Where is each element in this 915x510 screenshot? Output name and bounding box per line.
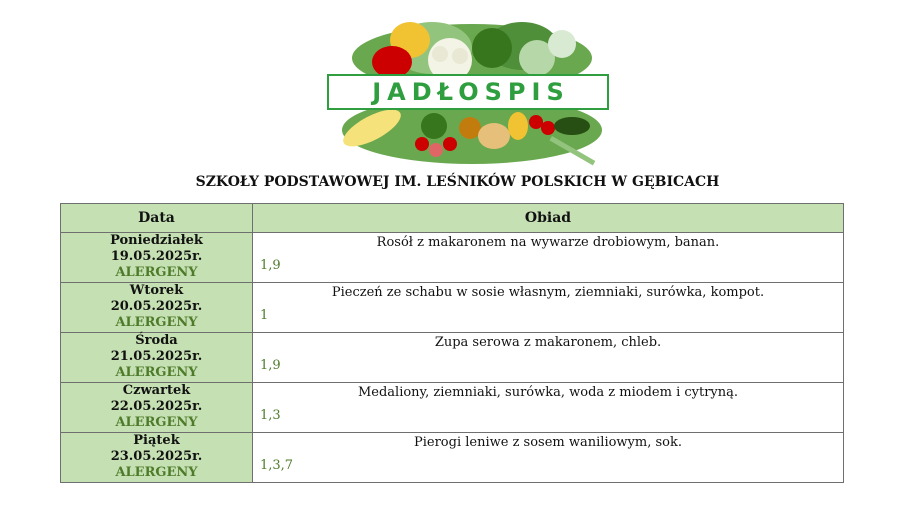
allergen-codes: 1,3 (260, 408, 281, 423)
date-cell (61, 383, 253, 433)
date-value: 19.05.2025r. (110, 249, 203, 264)
title-banner (327, 74, 609, 110)
table-row (61, 333, 844, 383)
meal-description: Zupa serowa z makaronem, chleb. (434, 335, 662, 350)
meal-cell (253, 233, 844, 283)
allergen-codes: 1 (260, 308, 269, 323)
allergen-label: ALERGENY (115, 265, 198, 280)
date-cell (61, 433, 253, 483)
allergen-label: ALERGENY (115, 315, 198, 330)
table-row (61, 433, 844, 483)
meal-cell (253, 333, 844, 383)
school-name: SZKOŁY PODSTAWOWEJ IM. LEŚNIKÓW POLSKICH W GĘBICACH (195, 174, 720, 190)
date-value: 22.05.2025r. (110, 399, 203, 414)
table-row (61, 283, 844, 333)
vegetables-header-image (322, 18, 626, 168)
table-row (61, 383, 844, 433)
meal-description: Rosół z makaronem na wywarze drobiowym, banan. (376, 235, 720, 250)
column-header-date: Data (61, 204, 253, 233)
allergen-label: ALERGENY (115, 415, 198, 430)
date-value: 20.05.2025r. (110, 299, 203, 314)
allergen-label: ALERGENY (115, 365, 198, 380)
allergen-codes: 1,3,7 (260, 458, 294, 473)
date-cell (61, 283, 253, 333)
allergen-codes: 1,9 (260, 258, 281, 273)
banner-title: JADŁOSPIS (372, 78, 570, 106)
date-cell (61, 233, 253, 283)
date-cell (61, 333, 253, 383)
day-name: Wtorek (129, 283, 184, 298)
day-name: Czwartek (122, 383, 191, 398)
allergen-label: ALERGENY (115, 465, 198, 480)
allergen-codes: 1,9 (260, 358, 281, 373)
meal-cell (253, 283, 844, 333)
meal-cell (253, 383, 844, 433)
date-value: 23.05.2025r. (110, 449, 203, 464)
day-name: Środa (135, 333, 178, 348)
meal-cell (253, 433, 844, 483)
meal-description: Medaliony, ziemniaki, surówka, woda z miodem i cytryną. (357, 385, 739, 400)
table-row (61, 233, 844, 283)
date-value: 21.05.2025r. (110, 349, 203, 364)
column-header-meal: Obiad (253, 204, 844, 233)
day-name: Piątek (133, 433, 180, 448)
menu-table (60, 203, 844, 483)
meal-description: Pierogi leniwe z sosem waniliowym, sok. (413, 435, 682, 450)
table-header-row (61, 204, 844, 233)
day-name: Poniedziałek (110, 233, 203, 248)
meal-description: Pieczeń ze schabu w sosie własnym, ziemniaki, surówka, kompot. (331, 285, 765, 300)
